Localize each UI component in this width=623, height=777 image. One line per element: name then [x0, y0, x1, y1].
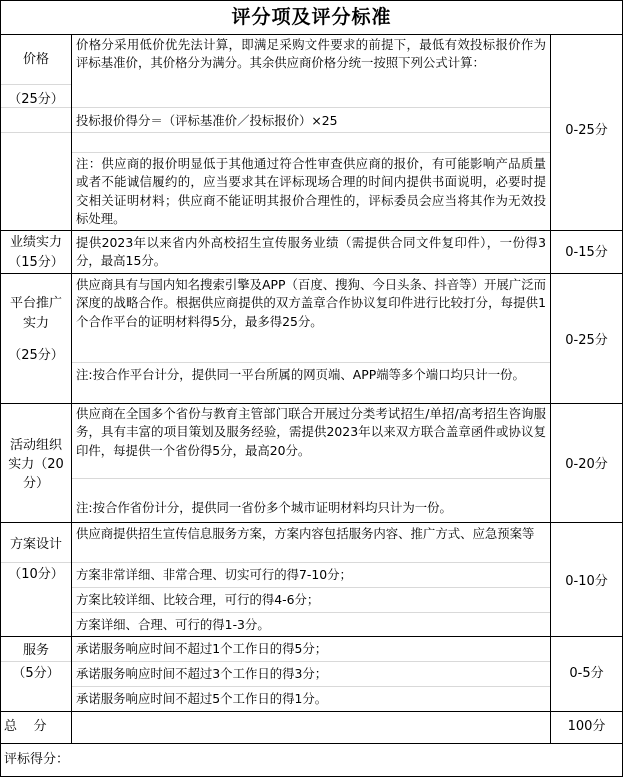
activity-text: 供应商在全国多个省份与教育主管部门联合开展过分类考试招生/单招/高考招生咨询服务，具有丰富的项目策划及服务经验，需提供2023年以来双方联合盖章函件或协议复印件，每提供一个省份得5分，最高20分。 — [76, 406, 546, 458]
price-label: 价格 — [22, 52, 49, 67]
platform-label-line1: 平台推广 — [9, 296, 62, 311]
activity-label-line2: 实力（20 — [8, 457, 64, 472]
activity-label-line3: 分） — [22, 476, 49, 491]
gridline — [1, 84, 71, 85]
performance-label: 业绩实力 — [9, 235, 62, 250]
service-score-range: 0-5分 — [569, 666, 604, 681]
table-title: 评分项及评分标准 — [231, 6, 392, 28]
gridline — [1, 661, 71, 662]
row-divider — [0, 34, 623, 35]
platform-label-line2: 实力 — [22, 316, 49, 331]
gridline — [72, 686, 550, 687]
activity-note: 注:按合作省份计分，提供同一省份多个城市证明材料均只计为一份。 — [76, 500, 452, 515]
service-weight: （5分） — [12, 666, 60, 681]
row-divider — [0, 743, 623, 744]
gridline — [1, 562, 71, 563]
performance-text: 提供2023年以来省内外高校招生宣传服务业绩（需提供合同文件复印件），一份得3分，最高15分。 — [76, 235, 546, 269]
gridline — [72, 478, 550, 479]
service-label: 服务 — [22, 643, 49, 658]
row-divider — [0, 230, 623, 231]
price-weight: （25分） — [8, 92, 64, 107]
platform-weight: （25分） — [8, 348, 64, 363]
gridline — [72, 587, 550, 588]
activity-label-line1: 活动组织 — [9, 438, 62, 453]
plan-score-range: 0-10分 — [565, 574, 608, 589]
platform-score-range: 0-25分 — [565, 333, 608, 348]
service-tier-3: 承诺服务响应时间不超过5个工作日的得1分。 — [76, 691, 328, 706]
service-tier-2: 承诺服务响应时间不超过3个工作日的得3分； — [76, 666, 328, 681]
row-divider — [0, 403, 623, 404]
performance-weight: （15分） — [8, 255, 64, 270]
plan-tier-1: 方案非常详细、非常合理、切实可行的得7-10分； — [76, 567, 352, 582]
gridline — [72, 661, 550, 662]
col-divider — [71, 34, 72, 744]
row-divider — [0, 273, 623, 274]
gridline — [72, 612, 550, 613]
gridline — [1, 132, 71, 133]
gridline — [72, 132, 550, 133]
plan-weight: （10分） — [8, 567, 64, 582]
total-score: 100分 — [567, 719, 606, 734]
price-note: 注：供应商的报价明显低于其他通过符合性审查供应商的报价，有可能影响产品质量或者不能诚信履约的，应当要求其在评标现场合理的时间内提供书面说明，必要时提交相关证明材料；供应商不能证明其报价合理性的，评标委员会应当将其作为无效投标处理。 — [76, 156, 546, 226]
row-divider — [0, 522, 623, 523]
platform-note: 注:按合作平台计分，提供同一平台所属的网页端、APP端等多个端口均只计一份。 — [76, 367, 525, 382]
evaluation-score-label: 评标得分： — [4, 752, 70, 767]
activity-score-range: 0-20分 — [565, 457, 608, 472]
row-divider — [0, 636, 623, 637]
plan-tier-3: 方案详细、合理、可行的得1-3分。 — [76, 617, 270, 632]
price-score-range: 0-25分 — [565, 123, 608, 138]
border-top — [0, 0, 623, 1]
performance-score-range: 0-15分 — [565, 245, 608, 260]
row-divider — [0, 711, 623, 712]
gridline — [72, 562, 550, 563]
platform-text: 供应商具有与国内知名搜索引擎及APP（百度、搜狗、今日头条、抖音等）开展广泛而深度的战略合作。根据供应商提供的双方盖章合作协议复印件进行比较打分，每提供1个合作平台的证明材料得5分，最多得25分。 — [76, 277, 546, 329]
plan-label: 方案设计 — [9, 537, 62, 552]
price-method-text: 价格分采用低价优先法计算，即满足采购文件要求的前提下，最低有效投标报价作为评标基准价，其价格分为满分。其余供应商价格分统一按照下列公式计算： — [76, 37, 546, 71]
col-divider — [550, 34, 551, 744]
plan-intro: 供应商提供招生宣传信息服务方案，方案内容包括服务内容、推广方式、应急预案等 — [76, 526, 535, 541]
gridline — [72, 362, 550, 363]
gridline — [72, 107, 550, 108]
plan-tier-2: 方案比较详细、比较合理，可行的得4-6分； — [76, 592, 320, 607]
price-formula: 投标报价得分＝（评标基准价／投标报价）×25 — [76, 113, 338, 128]
gridline — [72, 152, 550, 153]
service-tier-1: 承诺服务响应时间不超过1个工作日的得5分； — [76, 641, 328, 656]
total-label: 总 分 — [4, 719, 47, 734]
